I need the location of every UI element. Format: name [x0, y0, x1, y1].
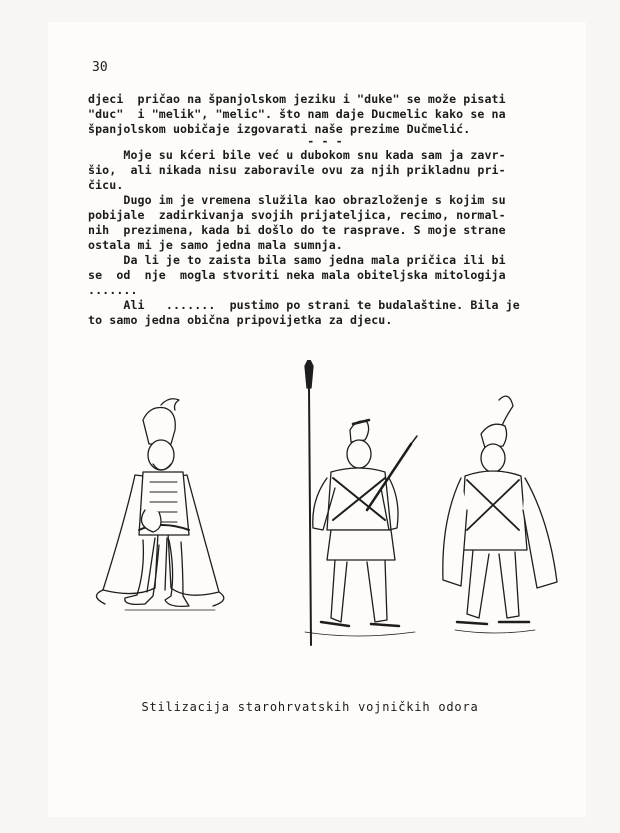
- text-line: nih prezimena, kada bi došlo do te rasprave. S moje strane: [88, 223, 506, 237]
- text-line: to samo jedna obična pripovijetka za djecu.: [88, 313, 393, 327]
- text-line: Dugo im je vremena služila kao obrazloženje s kojim su: [88, 193, 506, 207]
- paragraph-1: [88, 92, 562, 137]
- figure-caption: Stilizacija starohrvatskih vojničkih odora: [141, 700, 479, 714]
- text-line: ostala mi je samo jedna mala sumnja.: [88, 238, 343, 252]
- text-line: španjolskom uobičaje izgovarati naše prezime Dučmelić.: [88, 122, 471, 136]
- text-line: Ali ....... pustimo po strani te budalaštine. Bila je: [88, 298, 520, 312]
- text-line: pobijale zadirkivanja svojih prijateljica, recimo, normal-: [88, 208, 506, 222]
- text-line: .......: [88, 283, 138, 297]
- soldier-cloak-figure: [96, 399, 223, 610]
- text-line: čicu.: [88, 178, 124, 192]
- text-line: Da li je to zaista bila samo jedna mala pričica ili bi: [88, 253, 506, 267]
- text-line: "duc" i "melik", "melic". što nam daje Ducmelic kako se na: [88, 107, 506, 121]
- body-text: [88, 92, 562, 328]
- soldier-plumed-figure: [443, 396, 557, 633]
- illustration-soldiers: [95, 360, 565, 660]
- page-number: 30: [92, 60, 108, 75]
- text-line: djeci pričao na španjolskom jeziku i "duke" se može pisati: [88, 92, 506, 106]
- text-line: šio, ali nikada nisu zaboravile ovu za njih prikladnu pri-: [88, 163, 506, 177]
- text-line: Moje su kćeri bile već u dubokom snu kada sam ja zavr-: [88, 148, 506, 162]
- paragraph-2: [88, 148, 562, 328]
- section-separator: - - -: [307, 134, 343, 148]
- soldier-spear-figure: [305, 360, 417, 645]
- text-line: se od nje mogla stvoriti neka mala obiteljska mitologija: [88, 268, 506, 282]
